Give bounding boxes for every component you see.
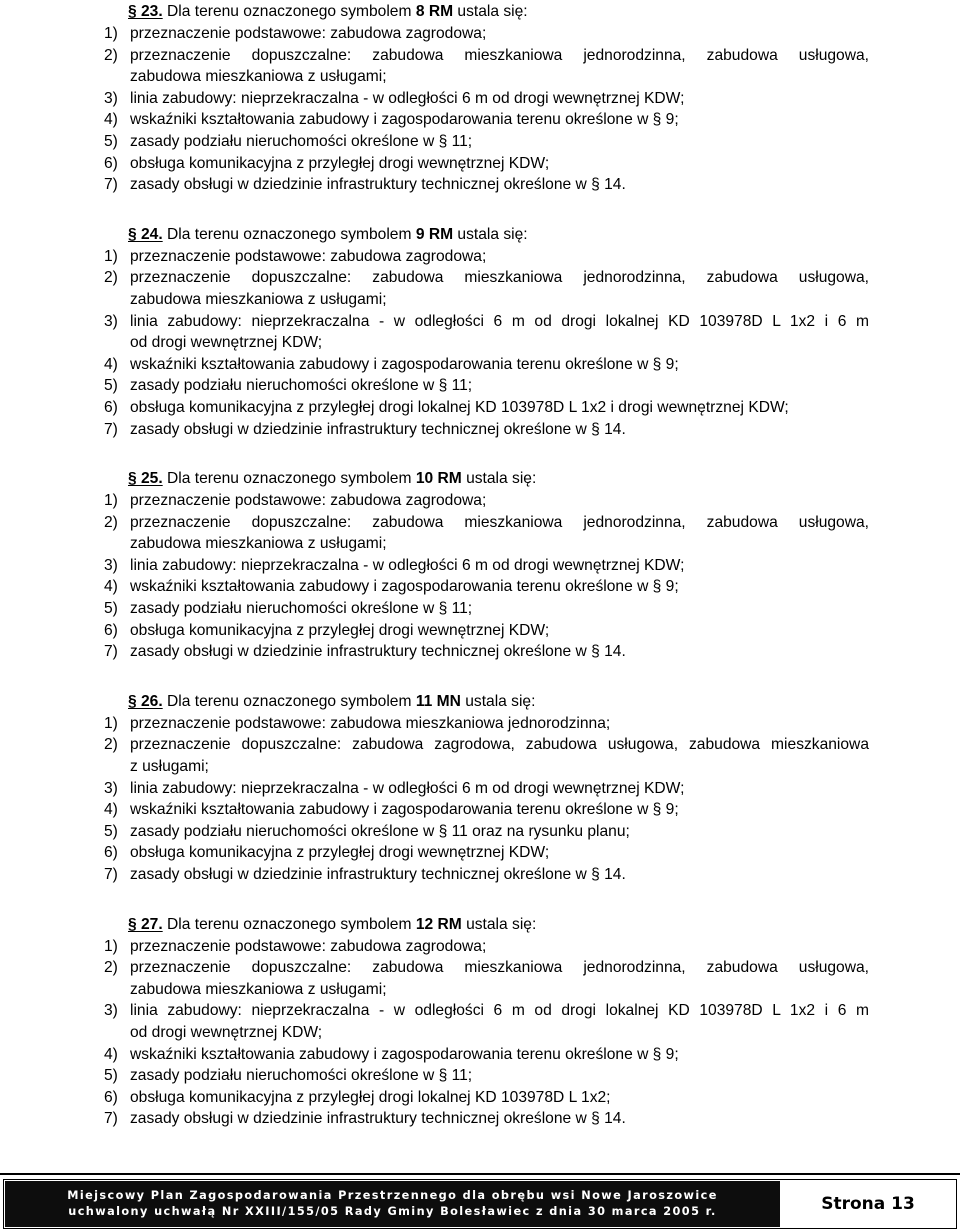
list-item-text: wskaźniki kształtowania zabudowy i zagospodarowania terenu określone w § 9;: [130, 1045, 679, 1063]
list-item-number: 4): [104, 1045, 118, 1063]
list-item: [104, 957, 869, 1000]
list-item-number: 3): [104, 556, 118, 574]
list-item-body: [130, 375, 869, 397]
area-symbol: 11 MN: [415, 692, 461, 710]
list-item-body: [130, 734, 869, 777]
list-item-number: 7): [104, 420, 118, 438]
list-item: [104, 713, 869, 735]
list-item-text: przeznaczenie dopuszczalne: zabudowa mieszkaniowa jednorodzinna, zabudowa usługowa,: [130, 959, 869, 977]
list-item: [104, 354, 869, 376]
list-item-text: wskaźniki kształtowania zabudowy i zagospodarowania terenu określone w § 9;: [130, 355, 679, 373]
list-item-number: 1): [104, 25, 118, 42]
list-item: [104, 246, 869, 268]
document-body: [104, 0, 869, 1130]
list-item-text: przeznaczenie podstawowe: zabudowa zagrodowa;: [130, 247, 487, 265]
area-symbol: 12 RM: [415, 915, 462, 933]
list-item-body: [130, 936, 869, 958]
page-footer: [0, 1173, 960, 1232]
list-item-continuation: zabudowa mieszkaniowa z usługami;: [130, 980, 387, 998]
list-item-text: linia zabudowy: nieprzekraczalna - w odległości 6 m od drogi wewnętrznej KDW;: [130, 779, 685, 797]
list-item-number: 5): [104, 1067, 118, 1085]
section-intro: Dla terenu oznaczonego symbolem: [167, 915, 416, 933]
list-item: [104, 311, 869, 354]
list-item-body: [130, 821, 869, 843]
section-intro: Dla terenu oznaczonego symbolem: [167, 470, 416, 488]
list-item-continuation: zabudowa mieszkaniowa z usługami;: [130, 535, 387, 553]
list-item-text: przeznaczenie podstawowe: zabudowa zagrodowa;: [130, 25, 487, 42]
list-item-text: obsługa komunikacyjna z przyległej drogi lokalnej KD 103978D L 1x2 i drogi wewnętrznej KDW;: [130, 398, 789, 416]
list-item-text: zasady obsługi w dziedzinie infrastruktury technicznej określone w § 14.: [130, 1110, 626, 1128]
list-item-number: 5): [104, 377, 118, 395]
list-item-number: 6): [104, 154, 118, 172]
list-item-text: obsługa komunikacyjna z przyległej drogi lokalnej KD 103978D L 1x2;: [130, 1088, 611, 1106]
list-item-body: [130, 576, 869, 598]
list-item-text: zasady obsługi w dziedzinie infrastruktury technicznej określone w § 14.: [130, 643, 626, 661]
list-item-body: [130, 713, 869, 735]
area-symbol: 10 RM: [415, 470, 462, 488]
list-item-number: 4): [104, 578, 118, 596]
list-item-body: [130, 1087, 869, 1109]
list-item-body: [130, 641, 869, 663]
list-item-number: 5): [104, 822, 118, 840]
list-item-text: linia zabudowy: nieprzekraczalna - w odległości 6 m od drogi lokalnej KD 103978D L 1x2 i 6 m: [130, 312, 869, 330]
list-item-text: przeznaczenie podstawowe: zabudowa zagrodowa;: [130, 492, 487, 510]
list-item-body: [130, 1000, 869, 1043]
list-item-body: [130, 778, 869, 800]
section-intro-end: ustala się:: [453, 225, 528, 243]
list-item-text: przeznaczenie dopuszczalne: zabudowa mieszkaniowa jednorodzinna, zabudowa usługowa,: [130, 46, 869, 64]
list-item-text: wskaźniki kształtowania zabudowy i zagospodarowania terenu określone w § 9;: [130, 578, 679, 596]
section-heading: [104, 468, 869, 490]
list-item-number: 2): [104, 513, 118, 531]
list-item-number: 4): [104, 801, 118, 819]
paragraph-section: [104, 914, 869, 1130]
list-item: [104, 864, 869, 886]
list-item-text: zasady podziału nieruchomości określone w § 11 oraz na rysunku planu;: [130, 822, 630, 840]
list-item-body: [130, 354, 869, 376]
list-item-continuation: od drogi wewnętrznej KDW;: [130, 1023, 323, 1041]
section-heading: [104, 691, 869, 713]
list-item-text: obsługa komunikacyjna z przyległej drogi wewnętrznej KDW;: [130, 621, 550, 639]
list-item-body: [130, 419, 869, 441]
list-item-text: przeznaczenie dopuszczalne: zabudowa mieszkaniowa jednorodzinna, zabudowa usługowa,: [130, 513, 869, 531]
list-item: [104, 842, 869, 864]
list-item-number: 7): [104, 176, 118, 194]
section-intro: Dla terenu oznaczonego symbolem: [167, 225, 416, 243]
list-item-body: [130, 1065, 869, 1087]
section-gap: [104, 886, 869, 914]
list-item-text: zasady obsługi w dziedzinie infrastruktury technicznej określone w § 14.: [130, 176, 626, 194]
paragraph-section: [104, 0, 869, 196]
list-item: [104, 512, 869, 555]
page-number: Strona 13: [781, 1181, 955, 1227]
list-item: [104, 375, 869, 397]
footer-plan-info: [5, 1181, 780, 1227]
list-item-text: obsługa komunikacyjna z przyległej drogi wewnętrznej KDW;: [130, 154, 550, 172]
list-item-text: linia zabudowy: nieprzekraczalna - w odległości 6 m od drogi lokalnej KD 103978D L 1x2 i 6 m: [130, 1002, 869, 1020]
list-item-text: przeznaczenie podstawowe: zabudowa zagrodowa;: [130, 937, 487, 955]
list-item-text: linia zabudowy: nieprzekraczalna - w odległości 6 m od drogi wewnętrznej KDW;: [130, 556, 685, 574]
list-item-number: 3): [104, 779, 118, 797]
list-item-number: 7): [104, 1110, 118, 1128]
list-item: [104, 576, 869, 598]
list-item-body: [130, 1108, 869, 1130]
list-item-text: przeznaczenie podstawowe: zabudowa mieszkaniowa jednorodzinna;: [130, 714, 611, 732]
section-gap: [104, 440, 869, 468]
list-item-number: 3): [104, 312, 118, 330]
list-item-text: obsługa komunikacyjna z przyległej drogi wewnętrznej KDW;: [130, 844, 550, 862]
section-number: § 23.: [128, 3, 163, 20]
list-item-body: [130, 174, 869, 196]
list-item-text: zasady obsługi w dziedzinie infrastruktury technicznej określone w § 14.: [130, 420, 626, 438]
list-item: [104, 490, 869, 512]
section-intro-end: ustala się:: [461, 915, 537, 933]
list-item-text: przeznaczenie dopuszczalne: zabudowa mieszkaniowa jednorodzinna, zabudowa usługowa,: [130, 269, 869, 287]
list-item-number: 6): [104, 844, 118, 862]
list-item: [104, 1044, 869, 1066]
list-item: [104, 153, 869, 175]
section-intro: Dla terenu oznaczonego symbolem: [167, 692, 416, 710]
list-item-number: 4): [104, 111, 118, 129]
list-item-continuation: od drogi wewnętrznej KDW;: [130, 334, 323, 352]
list-item-number: 4): [104, 355, 118, 373]
list-item-number: 5): [104, 132, 118, 150]
list-item: [104, 821, 869, 843]
list-item-number: 3): [104, 89, 118, 107]
list-item-text: zasady podziału nieruchomości określone w § 11;: [130, 1067, 473, 1085]
section-gap: [104, 663, 869, 691]
list-item: [104, 23, 869, 45]
footer-resolution: uchwalony uchwałą Nr XXIII/155/05 Rady Gminy Bolesławiec z dnia 30 marca 2005 r.: [68, 1205, 717, 1218]
paragraph-section: [104, 468, 869, 663]
list-item-number: 6): [104, 621, 118, 639]
section-gap: [104, 196, 869, 224]
list-item-body: [130, 799, 869, 821]
section-heading: [104, 1, 869, 23]
list-item-body: [130, 620, 869, 642]
list-item-number: 2): [104, 959, 118, 977]
section-number: § 25.: [128, 470, 163, 488]
list-item: [104, 620, 869, 642]
list-item: [104, 1108, 869, 1130]
section-number: § 26.: [128, 692, 163, 710]
list-item-text: wskaźniki kształtowania zabudowy i zagospodarowania terenu określone w § 9;: [130, 111, 679, 129]
list-item: [104, 555, 869, 577]
list-item: [104, 598, 869, 620]
list-item-number: 6): [104, 398, 118, 416]
list-item-number: 6): [104, 1088, 118, 1106]
list-item: [104, 45, 869, 88]
list-item-body: [130, 397, 869, 419]
list-item-text: linia zabudowy: nieprzekraczalna - w odległości 6 m od drogi wewnętrznej KDW;: [130, 89, 685, 107]
list-item: [104, 88, 869, 110]
footer-rule: [0, 1173, 960, 1175]
list-item-body: [130, 490, 869, 512]
list-item-body: [130, 109, 869, 131]
list-item: [104, 734, 869, 777]
list-item: [104, 174, 869, 196]
list-item-number: 2): [104, 736, 118, 754]
section-intro-end: ustala się:: [453, 3, 528, 20]
list-item-body: [130, 153, 869, 175]
list-item-body: [130, 45, 869, 88]
section-intro-end: ustala się:: [460, 692, 536, 710]
list-item: [104, 641, 869, 663]
list-item-body: [130, 88, 869, 110]
list-item: [104, 397, 869, 419]
list-item-continuation: z usługami;: [130, 758, 209, 776]
list-item-number: 3): [104, 1002, 118, 1020]
paragraph-section: [104, 224, 869, 440]
list-item-text: zasady obsługi w dziedzinie infrastruktury technicznej określone w § 14.: [130, 866, 626, 883]
list-item: [104, 1065, 869, 1087]
list-item-text: przeznaczenie dopuszczalne: zabudowa zagrodowa, zabudowa usługowa, zabudowa mieszkaniowa: [130, 736, 869, 754]
list-item-body: [130, 598, 869, 620]
list-item: [104, 936, 869, 958]
list-item-continuation: zabudowa mieszkaniowa z usługami;: [130, 68, 387, 86]
list-item: [104, 419, 869, 441]
list-item-number: 7): [104, 643, 118, 661]
list-item-body: [130, 311, 869, 354]
list-item: [104, 799, 869, 821]
list-item-text: zasady podziału nieruchomości określone w § 11;: [130, 377, 473, 395]
list-item-number: 1): [104, 247, 118, 265]
list-item-body: [130, 864, 869, 886]
list-item-number: 7): [104, 866, 118, 883]
list-item-body: [130, 246, 869, 268]
list-item-body: [130, 23, 869, 45]
list-item-continuation: zabudowa mieszkaniowa z usługami;: [130, 290, 387, 308]
list-item: [104, 778, 869, 800]
list-item-number: 1): [104, 937, 118, 955]
list-item-text: zasady podziału nieruchomości określone w § 11;: [130, 132, 473, 150]
list-item: [104, 267, 869, 310]
section-number: § 24.: [128, 225, 163, 243]
footer-plan-title: Miejscowy Plan Zagospodarowania Przestrzennego dla obrębu wsi Nowe Jaroszowice: [67, 1189, 718, 1202]
list-item-body: [130, 842, 869, 864]
list-item-text: zasady podziału nieruchomości określone w § 11;: [130, 600, 473, 618]
section-heading: [104, 224, 869, 246]
list-item-number: 1): [104, 714, 118, 732]
list-item: [104, 1000, 869, 1043]
area-symbol: 8 RM: [415, 3, 454, 20]
list-item-number: 2): [104, 46, 118, 64]
section-number: § 27.: [128, 915, 163, 933]
list-item-body: [130, 1044, 869, 1066]
list-item-text: wskaźniki kształtowania zabudowy i zagospodarowania terenu określone w § 9;: [130, 801, 679, 819]
list-item: [104, 1087, 869, 1109]
list-item-body: [130, 512, 869, 555]
list-item-number: 1): [104, 492, 118, 510]
section-intro: Dla terenu oznaczonego symbolem: [167, 3, 416, 20]
list-item: [104, 109, 869, 131]
area-symbol: 9 RM: [415, 225, 454, 243]
list-item-number: 2): [104, 269, 118, 287]
list-item: [104, 131, 869, 153]
paragraph-section: [104, 691, 869, 886]
list-item-body: [130, 555, 869, 577]
list-item-number: 5): [104, 600, 118, 618]
section-intro-end: ustala się:: [461, 470, 537, 488]
list-item-body: [130, 957, 869, 1000]
section-heading: [104, 914, 869, 936]
list-item-body: [130, 267, 869, 310]
list-item-body: [130, 131, 869, 153]
